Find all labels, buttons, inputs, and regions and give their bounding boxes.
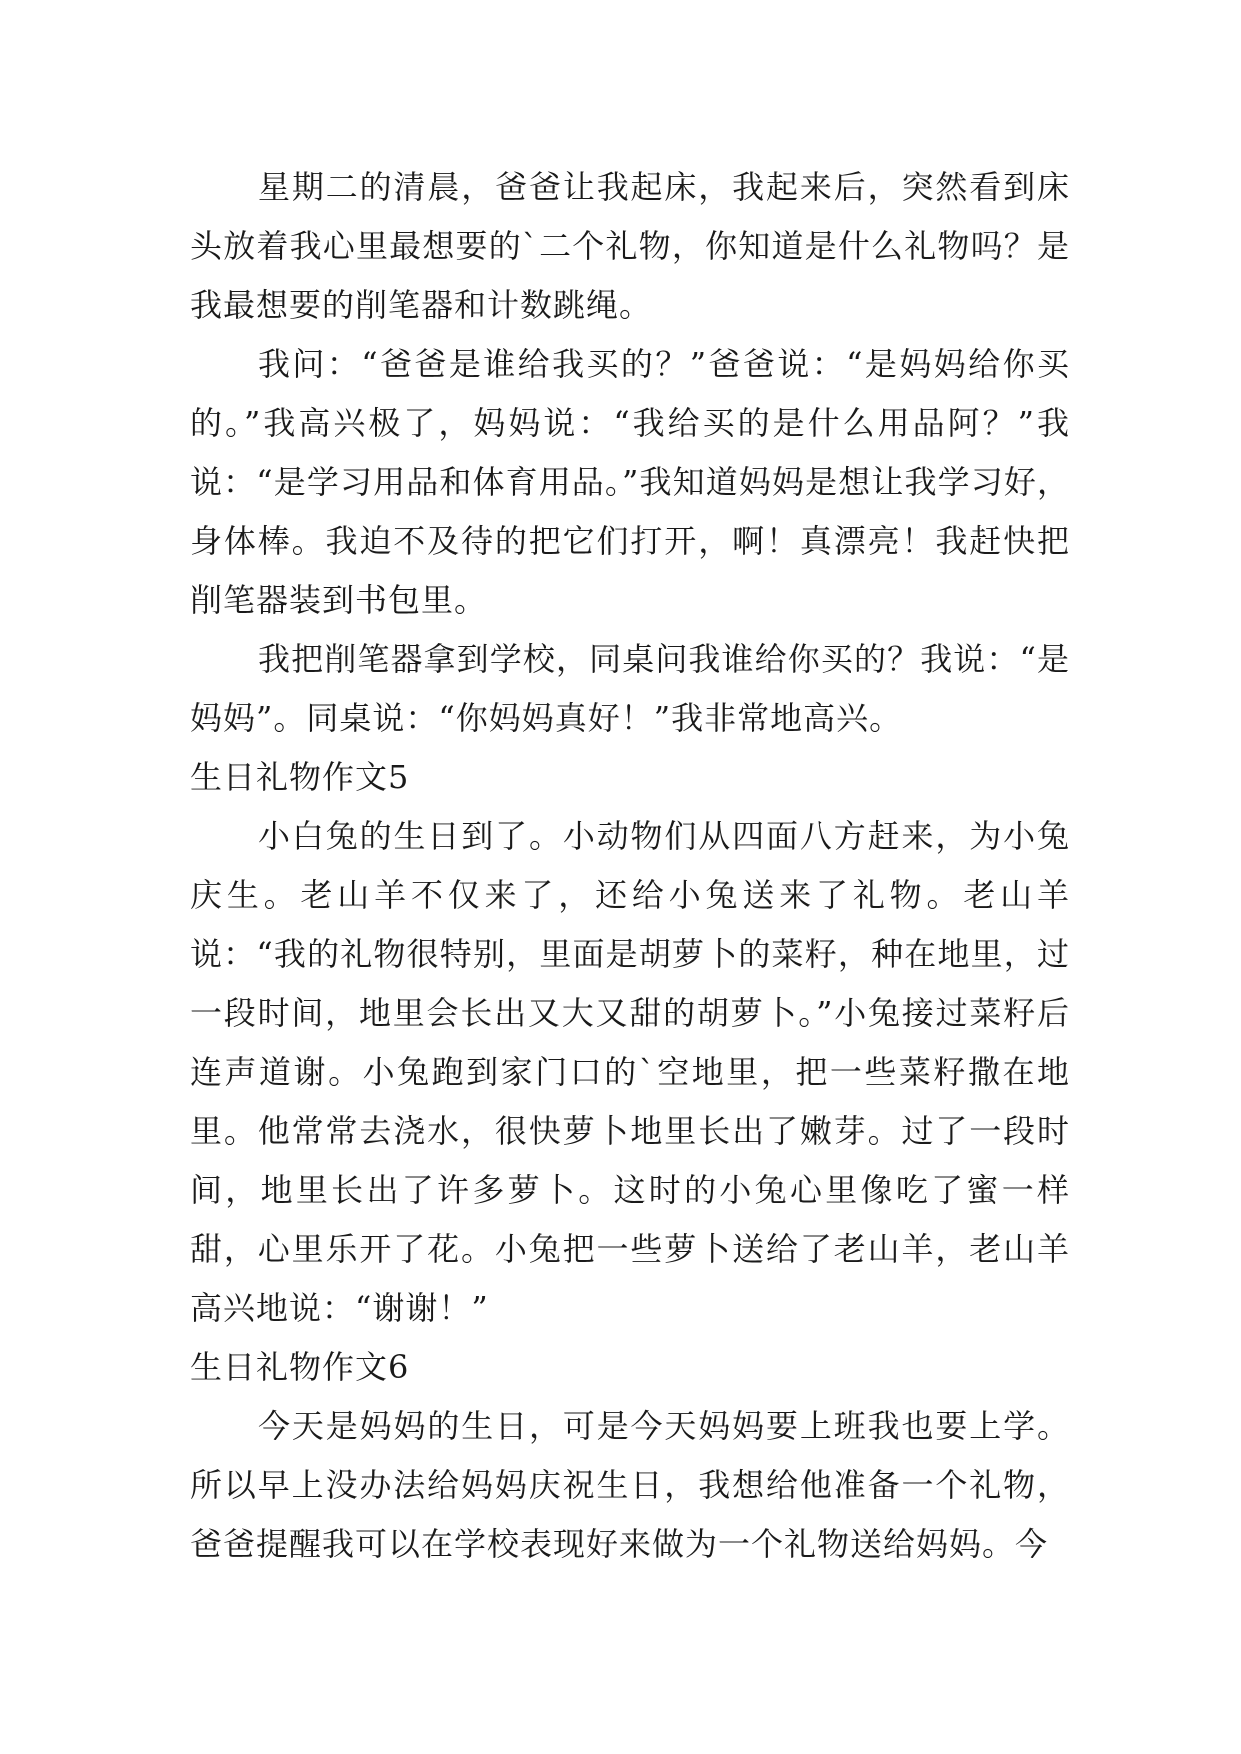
paragraph-gift-morning: 星期二的清晨，爸爸让我起床，我起来后，突然看到床头放着我心里最想要的`二个礼物，你知道是什么礼物吗？是我最想要的削笔器和计数跳绳。 xyxy=(190,168,1070,324)
paragraph-who-bought: 我问：“爸爸是谁给我买的？”爸爸说：“是妈妈给你买的。”我高兴极了，妈妈说：“我给买的是什么用品阿？”我说：“是学习用品和体育用品。”我知道妈妈是想让我学习好，身体棒。我迫不及待的把它们打开，啊！真漂亮！我赶快把削笔器装到书包里。 xyxy=(190,345,1070,619)
section-heading-5: 生日礼物作文5 xyxy=(190,758,410,796)
paragraph-at-school: 我把削笔器拿到学校，同桌问我谁给你买的？我说：“是妈妈”。同桌说：“你妈妈真好！”我非常地高兴。 xyxy=(190,640,1070,737)
paragraph-mom-birthday: 今天是妈妈的生日，可是今天妈妈要上班我也要上学。所以早上没办法给妈妈庆祝生日，我想给他准备一个礼物，爸爸提醒我可以在学校表现好来做为一个礼物送给妈妈。今 xyxy=(190,1407,1070,1563)
section-heading-6: 生日礼物作文6 xyxy=(190,1348,410,1386)
document-body xyxy=(190,158,1070,1574)
paragraph-rabbit-birthday: 小白兔的生日到了。小动物们从四面八方赶来，为小兔庆生。老山羊不仅来了，还给小兔送来了礼物。老山羊说：“我的礼物很特别，里面是胡萝卜的菜籽，种在地里，过一段时间，地里会长出又大又甜的胡萝卜。”小兔接过菜籽后连声道谢。小兔跑到家门口的`空地里，把一些菜籽撒在地里。他常常去浇水，很快萝卜地里长出了嫩芽。过了一段时间，地里长出了许多萝卜。这时的小兔心里像吃了蜜一样甜，心里乐开了花。小兔把一些萝卜送给了老山羊，老山羊高兴地说：“谢谢！” xyxy=(190,817,1070,1327)
